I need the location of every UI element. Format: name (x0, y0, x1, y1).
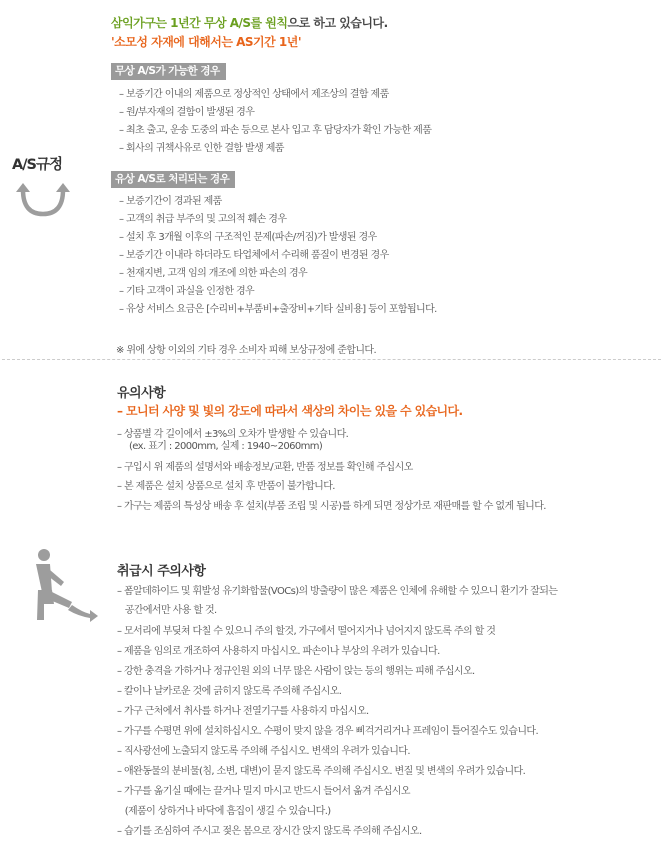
rotate-arrow-icon (14, 180, 72, 220)
list-item: – 설치 후 3개월 이후의 구조적인 문제(파손/꺼짐)가 발생된 경우 (119, 232, 377, 243)
handling-title: 취급시 주의사항 (117, 564, 206, 579)
free-as-label: 무상 A/S가 가능한 경우 (111, 63, 226, 80)
consumable-as-notice: '소모성 자재에 대해서는 AS기간 1년' (111, 35, 302, 49)
list-item: 공간에서만 사용 할 것. (117, 605, 217, 616)
caution-title: 유의사항 (117, 386, 166, 401)
list-item: – 보증기간이 경과된 제품 (119, 196, 222, 207)
list-item: – 보증기간 이내의 제품으로 정상적인 상태에서 제조상의 결함 제품 (119, 89, 389, 100)
list-item: – 모서리에 부딪쳐 다칠 수 있으니 주의 할것, 가구에서 떨어지거나 넘어지지 않도록 주의 할 것 (117, 626, 496, 637)
list-item: (제품이 상하거나 바닥에 흠집이 생길 수 있습니다.) (117, 806, 331, 817)
list-item: – 직사광선에 노출되지 않도록 주의해 주십시오. 변색의 우려가 있습니다. (117, 746, 410, 757)
list-item: – 구입시 위 제품의 설명서와 배송정보/교환, 반품 정보를 확인해 주십시오 (117, 462, 413, 473)
list-item: – 기타 고객이 과실을 인정한 경우 (119, 286, 255, 297)
compensation-note: ※ 위에 상항 이외의 기타 경우 소비자 피해 보상규정에 준합니다. (116, 345, 377, 356)
list-item: – 강한 충격을 가하거나 정규인원 외의 너무 많은 사람이 앉는 등의 행위는 피해 주십시오. (117, 666, 475, 677)
as-policy-headline-rest: 으로 하고 있습니다. (287, 16, 388, 30)
list-item: – 폼알데하이드 및 휘발성 유기화합물(VOCs)의 방출량이 많은 제품은 인체에 유해할 수 있으니 환기가 잘되는 (117, 586, 558, 597)
list-item: – 유상 서비스 요금은 [수리비+부품비+출장비+기타 실비용] 등이 포함됩니다. (119, 304, 437, 315)
paid-as-list (119, 193, 437, 319)
list-item: – 가구를 수평면 위에 설치하십시오. 수평이 맞지 않을 경우 삐걱거리거나 프레임이 틀어질수도 있습니다. (117, 726, 539, 737)
as-section-title: A/S규정 (12, 157, 62, 173)
list-item: – 본 제품은 설치 상품으로 설치 후 반품이 불가합니다. (117, 481, 335, 492)
tolerance-example: (ex. 표기 : 2000mm, 실제 : 1940~2060mm) (129, 441, 323, 452)
as-policy-headline (111, 14, 388, 31)
tolerance-notice: – 상품별 각 길이에서 ±3%의 오차가 발생할 수 있습니다. (117, 429, 349, 440)
list-item: – 회사의 귀책사유로 인한 결함 발생 제품 (119, 143, 284, 154)
list-item: – 가구는 제품의 특성상 배송 후 설치(부품 조립 및 시공)를 하게 되면 정상가로 재판매를 할 수 없게 됩니다. (117, 501, 546, 512)
person-sitting-icon (20, 548, 100, 626)
list-item: – 칼이나 날카로운 것에 긁히지 않도록 주의해 주십시오. (117, 686, 342, 697)
free-as-list (119, 86, 431, 158)
list-item: – 고객의 취급 부주의 및 고의적 훼손 경우 (119, 214, 287, 225)
color-difference-notice: – 모니터 사양 및 빛의 강도에 따라서 색상의 차이는 있을 수 있습니다. (117, 404, 463, 418)
list-item: – 애완동물의 분비물(침, 소변, 대변)이 묻지 않도록 주의해 주십시오. 변질 및 변색의 우려가 있습니다. (117, 766, 526, 777)
section-divider (2, 359, 661, 360)
list-item: – 가구를 옮기실 때에는 끌거나 밀지 마시고 반드시 들어서 옮겨 주십시오 (117, 786, 410, 797)
list-item: – 원/부자재의 결함이 발생된 경우 (119, 107, 255, 118)
list-item: – 습기를 조심하여 주시고 젖은 몸으로 장시간 앉지 않도록 주의해 주십시오. (117, 826, 422, 837)
list-item: – 최초 출고, 운송 도중의 파손 등으로 본사 입고 후 담당자가 확인 가능한 제품 (119, 125, 432, 136)
paid-as-label: 유상 A/S로 처리되는 경우 (111, 171, 235, 188)
list-item: – 제품을 임의로 개조하여 사용하지 마십시오. 파손이나 부상의 우려가 있습니다. (117, 646, 440, 657)
list-item: – 가구 근처에서 취사를 하거나 전열기구를 사용하지 마십시오. (117, 706, 369, 717)
list-item: – 천재지변, 고객 임의 개조에 의한 파손의 경우 (119, 268, 308, 279)
list-item: – 보증기간 이내라 하더라도 타업체에서 수리해 품질이 변경된 경우 (119, 250, 389, 261)
as-policy-headline-green: 삼익가구는 1년간 무상 A/S를 원칙 (111, 16, 288, 30)
